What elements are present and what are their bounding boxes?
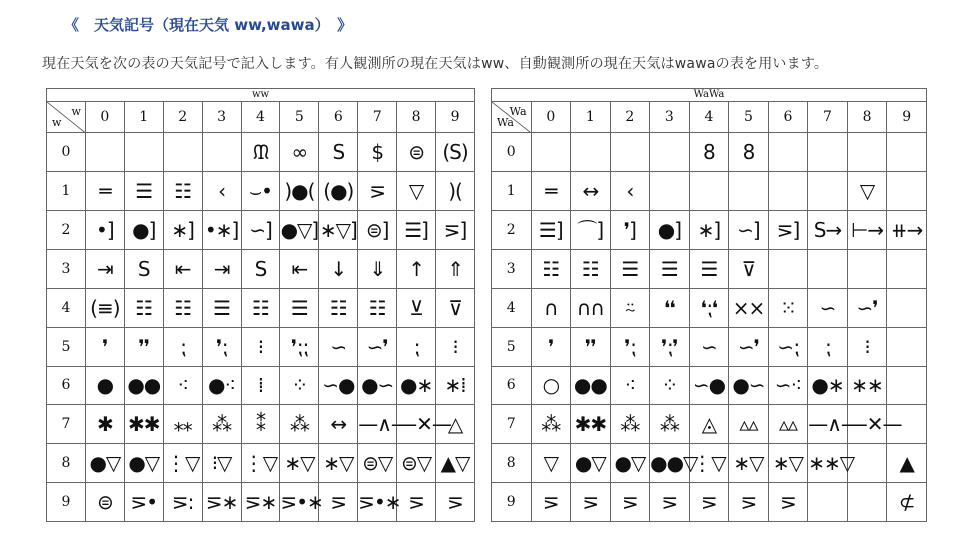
ww-col-header: 0	[85, 102, 124, 133]
wawa-weather-symbol-cell: ⋝	[729, 483, 769, 522]
wawa-weather-symbol-cell	[689, 172, 729, 211]
ww-weather-symbol-cell: ⁖	[163, 366, 202, 405]
wawa-weather-symbol-cell: —∧—	[808, 405, 848, 444]
ww-weather-symbol-cell: ∽]	[241, 211, 280, 250]
wawa-weather-symbol-cell: ⁖	[610, 366, 650, 405]
wawa-weather-symbol-cell: ☰	[610, 249, 650, 288]
wawa-weather-symbol-cell: ∗∗	[847, 366, 887, 405]
ww-weather-symbol-cell: ⊜]	[358, 211, 397, 250]
ww-row	[47, 249, 475, 288]
wawa-weather-symbol-cell: ∽⁏	[768, 327, 808, 366]
ww-weather-symbol-cell: ∞	[280, 133, 319, 172]
wawa-weather-symbol-cell: ⊢→	[847, 211, 887, 250]
wawa-row	[492, 211, 927, 250]
wawa-weather-symbol-cell: ∽	[808, 288, 848, 327]
wawa-weather-symbol-cell: ⋝	[571, 483, 611, 522]
wawa-weather-symbol-cell: ●]	[650, 211, 690, 250]
wawa-row	[492, 288, 927, 327]
wawa-corner-cell	[492, 102, 532, 133]
ww-row-header: 2	[47, 211, 86, 250]
wawa-weather-symbol-cell: ⧺→	[887, 211, 927, 250]
wawa-col-header: 7	[808, 102, 848, 133]
ww-weather-symbol-cell: (S)	[436, 133, 475, 172]
wawa-weather-symbol-cell	[650, 172, 690, 211]
ww-row-header: 8	[47, 444, 86, 483]
ww-weather-symbol-cell: •]	[85, 211, 124, 250]
wawa-weather-symbol-cell: ⁙	[768, 288, 808, 327]
wawa-weather-symbol-cell: ⋝]	[768, 211, 808, 250]
ww-weather-symbol-cell: ∗▽	[280, 444, 319, 483]
ww-weather-symbol-cell: ●]	[124, 211, 163, 250]
ww-row-header: 7	[47, 405, 86, 444]
wawa-weather-symbol-cell	[768, 249, 808, 288]
ww-col-header: 6	[319, 102, 358, 133]
wawa-weather-symbol-cell: ××	[729, 288, 769, 327]
ww-weather-symbol-cell: )(	[436, 172, 475, 211]
ww-weather-symbol-cell: ✱✱	[124, 405, 163, 444]
wawa-weather-symbol-cell: ⋝	[531, 483, 571, 522]
ww-weather-symbol-cell: ‹	[202, 172, 241, 211]
wawa-weather-symbol-cell	[887, 172, 927, 211]
ww-row-header: 4	[47, 288, 86, 327]
wawa-weather-symbol-cell: ☰]	[531, 211, 571, 250]
wawa-weather-symbol-cell	[887, 327, 927, 366]
wawa-weather-symbol-cell: ↔	[571, 172, 611, 211]
ww-weather-symbol-cell: ❜⁏⁏	[280, 327, 319, 366]
ww-weather-symbol-cell: (≡)	[85, 288, 124, 327]
wawa-weather-symbol-cell	[531, 133, 571, 172]
ww-weather-symbol-cell: ☷	[319, 288, 358, 327]
wawa-weather-symbol-cell: ⋝	[689, 483, 729, 522]
wawa-weather-symbol-cell	[887, 133, 927, 172]
ww-weather-symbol-cell: ∗⁞	[436, 366, 475, 405]
wawa-weather-symbol-cell: ❜]	[610, 211, 650, 250]
ww-weather-symbol-cell: ☷	[124, 288, 163, 327]
wawa-weather-symbol-cell: ⋝	[650, 483, 690, 522]
wawa-caption: WaWa	[492, 89, 927, 102]
wawa-weather-symbol-cell	[571, 133, 611, 172]
wawa-weather-symbol-cell: ∩∩	[571, 288, 611, 327]
ww-weather-symbol-cell: ∗▽	[319, 444, 358, 483]
ww-weather-symbol-cell: ⇥	[85, 249, 124, 288]
ww-weather-symbol-cell	[202, 133, 241, 172]
wawa-weather-symbol-cell: S→	[808, 211, 848, 250]
wawa-weather-symbol-cell: ●▽	[610, 444, 650, 483]
wawa-weather-symbol-cell: ▲	[887, 444, 927, 483]
wawa-row-header: 6	[492, 366, 532, 405]
wawa-weather-symbol-cell	[650, 133, 690, 172]
ww-row-header: 6	[47, 366, 86, 405]
ww-row	[47, 483, 475, 522]
ww-weather-symbol-cell: ⊜	[397, 133, 436, 172]
ww-weather-symbol-cell: ⇤	[280, 249, 319, 288]
ww-weather-symbol-cell: ⁞	[241, 366, 280, 405]
wawa-row-header: 5	[492, 327, 532, 366]
wawa-weather-symbol-cell	[808, 172, 848, 211]
ww-weather-symbol-cell: ⇥	[202, 249, 241, 288]
wawa-weather-symbol-cell	[808, 249, 848, 288]
ww-weather-symbol-cell: ⇤	[163, 249, 202, 288]
ww-weather-symbol-cell: ⁏	[163, 327, 202, 366]
wawa-weather-symbol-cell	[768, 133, 808, 172]
ww-weather-symbol-cell: ⁝	[436, 327, 475, 366]
ww-weather-symbol-cell: ⋮▽	[163, 444, 202, 483]
wawa-weather-symbol-cell	[768, 172, 808, 211]
wawa-row	[492, 133, 927, 172]
wawa-row	[492, 172, 927, 211]
wawa-weather-symbol-cell: ∗]	[689, 211, 729, 250]
wawa-weather-symbol-cell: ⁘	[650, 366, 690, 405]
ww-weather-symbol-cell: ═	[85, 172, 124, 211]
ww-weather-symbol-cell	[124, 133, 163, 172]
ww-col-header: 7	[358, 102, 397, 133]
ww-weather-symbol-cell: ↓	[319, 249, 358, 288]
ww-weather-symbol-cell: ∗]	[163, 211, 202, 250]
wawa-corner-bottom-label: Wa	[497, 116, 514, 130]
ww-weather-symbol-cell: ⁏	[397, 327, 436, 366]
wawa-row	[492, 327, 927, 366]
wawa-weather-symbol-cell: ✱✱	[571, 405, 611, 444]
ww-weather-symbol-cell	[163, 133, 202, 172]
ww-row-header: 0	[47, 133, 86, 172]
ww-weather-symbol-cell: ᙢ	[241, 133, 280, 172]
ww-weather-symbol-cell: ↔	[319, 405, 358, 444]
wawa-table	[491, 88, 927, 522]
ww-weather-symbol-cell: ⊜▽	[397, 444, 436, 483]
wawa-weather-symbol-cell: ❛⁏❛	[689, 288, 729, 327]
ww-weather-symbol-cell: )●(	[280, 172, 319, 211]
wawa-weather-symbol-cell: ●▽	[571, 444, 611, 483]
ww-weather-symbol-cell: ☷	[241, 288, 280, 327]
wawa-weather-symbol-cell	[887, 288, 927, 327]
ww-col-header: 3	[202, 102, 241, 133]
ww-weather-symbol-cell: ⋝•∗	[358, 483, 397, 522]
ww-weather-symbol-cell: —✕—	[397, 405, 436, 444]
wawa-row-header: 7	[492, 405, 532, 444]
wawa-weather-symbol-cell: ⌒]	[571, 211, 611, 250]
wawa-row	[492, 444, 927, 483]
wawa-row-header: 2	[492, 211, 532, 250]
ww-weather-symbol-cell: ❜	[85, 327, 124, 366]
ww-row	[47, 211, 475, 250]
ww-weather-symbol-cell: ∽●	[319, 366, 358, 405]
wawa-weather-symbol-cell: ∽❜	[847, 288, 887, 327]
ww-row	[47, 327, 475, 366]
ww-weather-symbol-cell: ❜⁏	[202, 327, 241, 366]
ww-table	[46, 88, 475, 522]
wawa-weather-symbol-cell	[808, 483, 848, 522]
ww-weather-symbol-cell	[85, 133, 124, 172]
ww-row-header: 1	[47, 172, 86, 211]
ww-weather-symbol-cell: ⁝	[241, 327, 280, 366]
ww-row	[47, 172, 475, 211]
wawa-col-header: 0	[531, 102, 571, 133]
wawa-row	[492, 405, 927, 444]
ww-weather-symbol-cell: ▽	[397, 172, 436, 211]
ww-row	[47, 366, 475, 405]
wawa-row-header: 1	[492, 172, 532, 211]
wawa-weather-symbol-cell: ⁂	[531, 405, 571, 444]
ww-weather-symbol-cell: ∗▽]	[319, 211, 358, 250]
ww-weather-symbol-cell: ⊜	[85, 483, 124, 522]
wawa-weather-symbol-cell: ☰	[650, 249, 690, 288]
ww-weather-symbol-cell: —∧—	[358, 405, 397, 444]
ww-weather-symbol-cell: ⋝	[319, 483, 358, 522]
ww-weather-symbol-cell: ∽	[319, 327, 358, 366]
wawa-weather-symbol-cell: ❜❜	[571, 327, 611, 366]
ww-weather-symbol-cell: ⌣•	[241, 172, 280, 211]
wawa-weather-symbol-cell: ⍨	[610, 288, 650, 327]
ww-weather-symbol-cell: ●▽	[124, 444, 163, 483]
ww-weather-symbol-cell: (●)	[319, 172, 358, 211]
wawa-row	[492, 483, 927, 522]
wawa-weather-symbol-cell: ▽	[847, 172, 887, 211]
intro-text: 現在天気を次の表の天気記号で記入します。有人観測所の現在天気はww、自動観測所の現在天気はwawaの表を用います。	[42, 56, 829, 72]
ww-weather-symbol-cell: ☷	[163, 172, 202, 211]
wawa-col-header: 4	[689, 102, 729, 133]
wawa-weather-symbol-cell: ⋝	[610, 483, 650, 522]
wawa-row-header: 0	[492, 133, 532, 172]
ww-weather-symbol-cell: ✱	[85, 405, 124, 444]
wawa-weather-symbol-cell: ⁝	[847, 327, 887, 366]
ww-weather-symbol-cell: ⋝∗	[241, 483, 280, 522]
ww-corner-top-label: w	[71, 105, 81, 118]
wawa-weather-symbol-cell	[887, 366, 927, 405]
wawa-weather-symbol-cell: ❜⁏	[610, 327, 650, 366]
page-title: 《 天気記号（現在天気 ww,wawa） 》	[64, 16, 353, 34]
wawa-weather-symbol-cell: ▵▵	[729, 405, 769, 444]
ww-weather-symbol-cell: ⊜▽	[358, 444, 397, 483]
ww-table-panel	[46, 88, 475, 522]
ww-caption: ww	[47, 89, 475, 102]
wawa-weather-symbol-cell: ○	[531, 366, 571, 405]
ww-weather-symbol-cell: ⊽	[436, 288, 475, 327]
wawa-weather-symbol-cell: ⊄	[887, 483, 927, 522]
wawa-weather-symbol-cell	[729, 172, 769, 211]
wawa-weather-symbol-cell: ∽⁖	[768, 366, 808, 405]
ww-row-header: 5	[47, 327, 86, 366]
ww-weather-symbol-cell: •∗]	[202, 211, 241, 250]
ww-weather-symbol-cell: ☰	[124, 172, 163, 211]
wawa-weather-symbol-cell: ═	[531, 172, 571, 211]
wawa-weather-symbol-cell	[847, 483, 887, 522]
ww-weather-symbol-cell: ⁘	[280, 366, 319, 405]
ww-weather-symbol-cell: ∽❜	[358, 327, 397, 366]
ww-weather-symbol-cell: ⇓	[358, 249, 397, 288]
ww-col-header: 8	[397, 102, 436, 133]
ww-weather-symbol-cell: ❜❜	[124, 327, 163, 366]
wawa-weather-symbol-cell: 8	[729, 133, 769, 172]
wawa-table-panel	[491, 88, 927, 522]
ww-weather-symbol-cell: S	[124, 249, 163, 288]
wawa-weather-symbol-cell: ◬	[689, 405, 729, 444]
ww-weather-symbol-cell: ⋝]	[436, 211, 475, 250]
ww-weather-symbol-cell: ●▽]	[280, 211, 319, 250]
ww-weather-symbol-cell: ⋝:	[163, 483, 202, 522]
ww-row	[47, 444, 475, 483]
wawa-row	[492, 249, 927, 288]
wawa-weather-symbol-cell: ☰	[689, 249, 729, 288]
wawa-weather-symbol-cell: ❛❛	[650, 288, 690, 327]
ww-weather-symbol-cell: ⋝•∗	[280, 483, 319, 522]
ww-row-header: 3	[47, 249, 86, 288]
wawa-weather-symbol-cell: ●●▽	[650, 444, 690, 483]
wawa-row-header: 9	[492, 483, 532, 522]
wawa-col-header: 9	[887, 102, 927, 133]
wawa-weather-symbol-cell: ∗▽	[768, 444, 808, 483]
ww-weather-symbol-cell: △	[436, 405, 475, 444]
wawa-col-header: 3	[650, 102, 690, 133]
ww-weather-symbol-cell: ☷	[358, 288, 397, 327]
ww-weather-symbol-cell: ⋮▽	[241, 444, 280, 483]
wawa-weather-symbol-cell: ❜⁏❜	[650, 327, 690, 366]
ww-weather-symbol-cell: ●∽	[358, 366, 397, 405]
ww-weather-symbol-cell: S	[319, 133, 358, 172]
wawa-weather-symbol-cell: 8	[689, 133, 729, 172]
wawa-weather-symbol-cell: ⁏	[808, 327, 848, 366]
ww-row-header: 9	[47, 483, 86, 522]
ww-row	[47, 133, 475, 172]
wawa-weather-symbol-cell: ∽	[689, 327, 729, 366]
ww-weather-symbol-cell: ⁑	[241, 405, 280, 444]
wawa-col-header: 1	[571, 102, 611, 133]
wawa-weather-symbol-cell: ∽]	[729, 211, 769, 250]
ww-weather-symbol-cell: ●▽	[85, 444, 124, 483]
ww-col-header: 9	[436, 102, 475, 133]
wawa-col-header: 6	[768, 102, 808, 133]
wawa-row-header: 3	[492, 249, 532, 288]
ww-weather-symbol-cell: ⇑	[436, 249, 475, 288]
wawa-weather-symbol-cell: ⊽	[729, 249, 769, 288]
wawa-weather-symbol-cell: ∗▽	[729, 444, 769, 483]
ww-weather-symbol-cell: ☷	[163, 288, 202, 327]
ww-weather-symbol-cell: ↑	[397, 249, 436, 288]
wawa-row	[492, 366, 927, 405]
wawa-col-header: 8	[847, 102, 887, 133]
wawa-weather-symbol-cell: ⋮▽	[689, 444, 729, 483]
wawa-weather-symbol-cell: ☷	[571, 249, 611, 288]
ww-weather-symbol-cell: $	[358, 133, 397, 172]
ww-weather-symbol-cell: ⋝	[358, 172, 397, 211]
ww-col-header: 1	[124, 102, 163, 133]
ww-corner-cell	[47, 102, 86, 133]
wawa-weather-symbol-cell	[847, 249, 887, 288]
wawa-corner-top-label: Wa	[509, 105, 527, 118]
ww-corner-bottom-label: w	[52, 116, 62, 130]
ww-row	[47, 405, 475, 444]
wawa-weather-symbol-cell: ●∗	[808, 366, 848, 405]
ww-weather-symbol-cell: S	[241, 249, 280, 288]
wawa-row-header: 4	[492, 288, 532, 327]
ww-weather-symbol-cell: ⋝	[436, 483, 475, 522]
ww-weather-symbol-cell: ●●	[124, 366, 163, 405]
ww-col-header: 4	[241, 102, 280, 133]
ww-col-header: 5	[280, 102, 319, 133]
wawa-weather-symbol-cell: ▵▵	[768, 405, 808, 444]
wawa-weather-symbol-cell: —✕—	[847, 405, 887, 444]
ww-weather-symbol-cell: ☰	[202, 288, 241, 327]
ww-weather-symbol-cell: ⊻	[397, 288, 436, 327]
wawa-weather-symbol-cell: ∩	[531, 288, 571, 327]
ww-weather-symbol-cell: ●⁖	[202, 366, 241, 405]
ww-weather-symbol-cell: ⁝▽	[202, 444, 241, 483]
wawa-weather-symbol-cell: ⁂	[610, 405, 650, 444]
wawa-weather-symbol-cell: ●●	[571, 366, 611, 405]
wawa-col-header: 5	[729, 102, 769, 133]
wawa-weather-symbol-cell: ∗∗▽	[808, 444, 848, 483]
ww-weather-symbol-cell: ☰]	[397, 211, 436, 250]
wawa-weather-symbol-cell: ‹	[610, 172, 650, 211]
ww-weather-symbol-cell: ⋝∗	[202, 483, 241, 522]
ww-col-header: 2	[163, 102, 202, 133]
wawa-weather-symbol-cell	[610, 133, 650, 172]
ww-weather-symbol-cell: ⁂	[202, 405, 241, 444]
ww-weather-symbol-cell: ⋝•	[124, 483, 163, 522]
wawa-weather-symbol-cell	[847, 133, 887, 172]
ww-weather-symbol-cell: ▲▽	[436, 444, 475, 483]
ww-weather-symbol-cell: ●	[85, 366, 124, 405]
wawa-weather-symbol-cell: ∽●	[689, 366, 729, 405]
ww-weather-symbol-cell: ⁎⁎	[163, 405, 202, 444]
ww-weather-symbol-cell: ⁂	[280, 405, 319, 444]
wawa-col-header: 2	[610, 102, 650, 133]
wawa-row-header: 8	[492, 444, 532, 483]
wawa-weather-symbol-cell: ●∽	[729, 366, 769, 405]
wawa-weather-symbol-cell	[808, 133, 848, 172]
ww-row	[47, 288, 475, 327]
wawa-weather-symbol-cell: ∽❜	[729, 327, 769, 366]
wawa-weather-symbol-cell: ❜	[531, 327, 571, 366]
wawa-weather-symbol-cell	[887, 249, 927, 288]
wawa-weather-symbol-cell: ⁂	[650, 405, 690, 444]
wawa-weather-symbol-cell: ⋝	[768, 483, 808, 522]
ww-weather-symbol-cell: ⋝	[397, 483, 436, 522]
ww-weather-symbol-cell: ●∗	[397, 366, 436, 405]
wawa-weather-symbol-cell: ☷	[531, 249, 571, 288]
ww-weather-symbol-cell: ☰	[280, 288, 319, 327]
wawa-weather-symbol-cell: ▽	[531, 444, 571, 483]
